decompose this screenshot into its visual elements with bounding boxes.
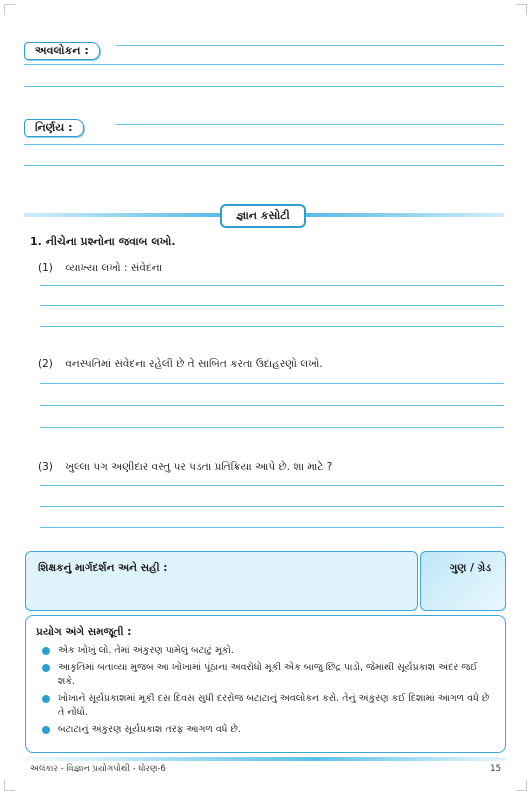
note-text: એક ખોખું લો. તેમાં અંકુરણ પામેલું બટાટું મૂકો. xyxy=(58,645,234,656)
grade-box[interactable] xyxy=(420,551,506,611)
section-heading: જ્ઞાન કસોટી xyxy=(220,204,306,228)
note-text: ખોખાને સૂર્યપ્રકાશમાં મૂકી દસ દિવસ સુધી દરરોજ બટાટાનું અવલોકન કરો. તેનું અંકુરણ કઈ દિશામાં આગળ વધે છે તે નોંધો. xyxy=(58,693,490,718)
answer-line[interactable] xyxy=(40,405,504,406)
list-item xyxy=(40,644,492,658)
bullet-icon xyxy=(42,695,50,703)
sub-question-2 xyxy=(38,358,323,371)
list-item xyxy=(40,661,492,689)
sub-question-number: (2) xyxy=(38,358,53,370)
question-title xyxy=(30,235,176,249)
bullet-icon xyxy=(42,726,50,734)
experiment-notes-box xyxy=(25,615,506,753)
conclusion-label: નિર્ણય : xyxy=(24,119,84,137)
sub-question-number: (3) xyxy=(38,461,53,473)
notes-title: પ્રયોગ અંગે સમજૂતી : xyxy=(36,626,132,638)
conclusion-line-1[interactable] xyxy=(116,124,504,125)
bullet-icon xyxy=(42,664,50,672)
observation-line-1[interactable] xyxy=(116,45,504,46)
bullet-icon xyxy=(42,647,50,655)
answer-line[interactable] xyxy=(40,326,504,327)
list-item xyxy=(40,692,492,720)
crop-mark-bottom-right xyxy=(516,780,527,791)
note-text: આકૃતિમાં બતાવ્યા મુજબ આ ખોખામાં પૂંઠાના અવરોધો મૂકી એક બાજુ છિદ્ર પાડો, જેમાંથી સૂર્યપ્રકાશ અંદર જઈ શકે. xyxy=(58,662,478,687)
question-number: 1. xyxy=(30,235,42,248)
observation-label: અવલોકન : xyxy=(24,42,100,60)
answer-line[interactable] xyxy=(40,285,504,286)
sub-question-number: (1) xyxy=(38,262,53,274)
crop-mark-bottom-left xyxy=(4,780,15,791)
teacher-signature-box[interactable] xyxy=(25,551,418,611)
answer-line[interactable] xyxy=(40,506,504,507)
sub-question-text: વનસ્પતિમાં સંવેદના રહેલી છે તે સાબિત કરતા ઉદાહરણો લખો. xyxy=(65,358,323,370)
answer-line[interactable] xyxy=(40,427,504,428)
sub-question-3 xyxy=(38,461,332,474)
crop-mark-top-right xyxy=(516,4,527,15)
observation-line-3[interactable] xyxy=(24,86,504,87)
answer-line[interactable] xyxy=(40,527,504,528)
page-number: 15 xyxy=(490,764,501,774)
teacher-signature-label: શિક્ષકનું માર્ગદર્શન અને સહી : xyxy=(38,562,168,574)
footer-book-title: અલંકાર - વિજ્ઞાન પ્રયોગપોથી - ધોરણ-6 xyxy=(30,764,166,774)
answer-line[interactable] xyxy=(40,485,504,486)
conclusion-line-2[interactable] xyxy=(24,144,504,145)
crop-mark-top-left xyxy=(4,4,15,15)
list-item xyxy=(40,723,492,737)
sub-question-text: વ્યાખ્યા લખો : સંવેદના xyxy=(65,262,163,274)
conclusion-line-3[interactable] xyxy=(24,165,504,166)
answer-line[interactable] xyxy=(40,305,504,306)
notes-list xyxy=(40,644,492,740)
sub-question-text: ખુલ્લા પગ અણીદાર વસ્તુ પર પડતા પ્રતિક્રિયા આપે છે. શા માટે ? xyxy=(65,461,333,473)
answer-line[interactable] xyxy=(40,383,504,384)
note-text: બટાટાનું અંકુરણ સૂર્યપ્રકાશ તરફ આગળ વધે છે. xyxy=(58,724,241,735)
question-text: નીચેના પ્રશ્નોના જવાબ લખો. xyxy=(45,235,176,248)
footer-bar xyxy=(24,757,506,761)
grade-label: ગુણ / ગ્રેડ xyxy=(449,562,491,574)
sub-question-1 xyxy=(38,262,162,275)
observation-line-2[interactable] xyxy=(24,64,504,65)
